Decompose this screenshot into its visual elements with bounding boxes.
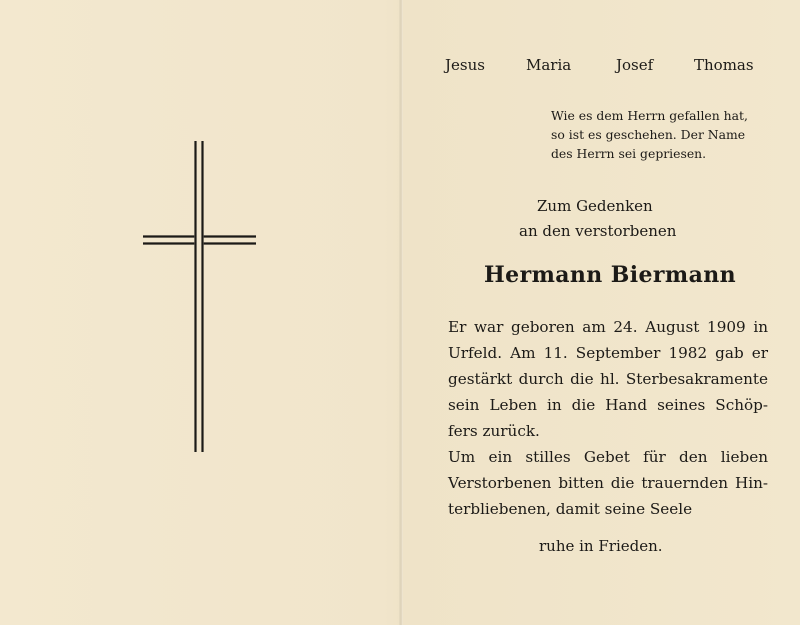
bio-line: sein Leben in die Hand seines Schöp- <box>448 396 768 414</box>
bio-line: terbliebenen, damit seine Seele <box>448 500 693 518</box>
holy-name: Jesus <box>445 56 485 74</box>
bio-line: Urfeld. Am 11. September 1982 gab er <box>448 344 768 362</box>
biography <box>448 314 768 522</box>
scripture-verse <box>551 106 796 163</box>
verse-line: des Herrn sei gepriesen. <box>551 146 707 161</box>
bio-line: Er war geboren am 24. August 1909 in <box>448 318 768 336</box>
bio-line: Verstorbenen bitten die trauernden Hin- <box>448 474 768 492</box>
holy-names <box>403 56 800 80</box>
deceased-name: Hermann Biermann <box>484 262 737 288</box>
memorial-heading <box>403 194 800 244</box>
right-page <box>403 0 800 625</box>
holy-name: Maria <box>526 56 572 74</box>
bio-line: gestärkt durch die hl. Sterbesakramente <box>448 370 768 388</box>
verse-line: so ist es geschehen. Der Name <box>551 127 746 142</box>
holy-name: Thomas <box>694 56 754 74</box>
bio-line: Um ein stilles Gebet für den lieben <box>448 448 768 466</box>
closing-line: ruhe in Frieden. <box>539 537 663 555</box>
holy-name: Josef <box>616 56 654 74</box>
bio-line: fers zurück. <box>448 422 540 440</box>
memorial-line: an den verstorbenen <box>519 222 677 240</box>
verse-line: Wie es dem Herrn gefallen hat, <box>551 108 748 123</box>
memorial-line: Zum Gedenken <box>537 197 653 215</box>
